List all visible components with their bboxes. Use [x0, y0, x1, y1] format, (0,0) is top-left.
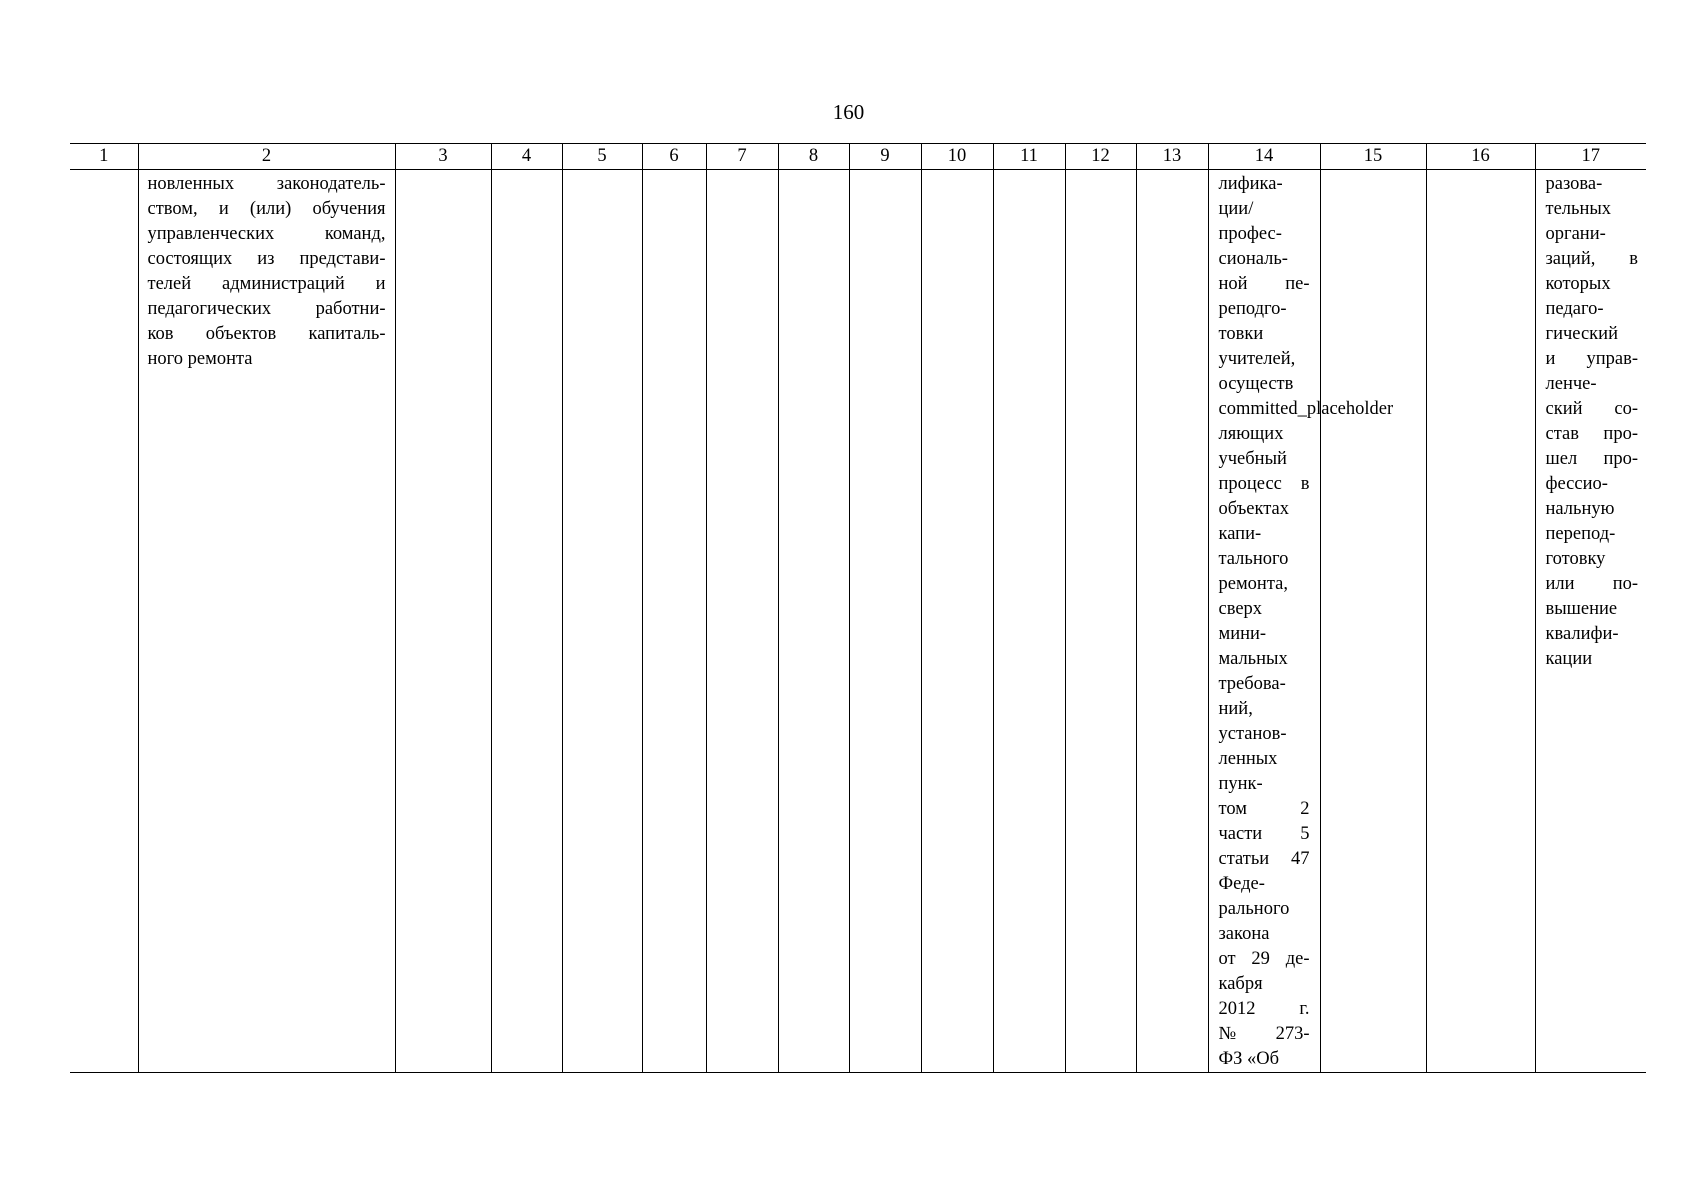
- cell-text-line: мини-: [1218, 624, 1267, 644]
- table-cell-col14: [1208, 170, 1394, 1073]
- cell-text-line: нальную: [1545, 499, 1615, 519]
- cell-text-line: 2012 г.: [1218, 999, 1310, 1019]
- table-cell-col3: [395, 170, 491, 1073]
- cell-text-line: процесс в: [1218, 474, 1310, 494]
- cell-text-line: статьи 47: [1218, 849, 1310, 869]
- cell-text-line: ляющих: [1218, 424, 1284, 444]
- table-cell-col4: [491, 170, 562, 1073]
- document-table: [70, 143, 1646, 1073]
- col14-text: [1209, 170, 1394, 1072]
- cell-text-line: органи-: [1545, 224, 1606, 244]
- cell-text-line: кабря: [1218, 974, 1263, 994]
- column-header: 13: [1136, 144, 1208, 170]
- cell-text-line: тельных: [1545, 199, 1612, 219]
- cell-text-line: заций, в: [1545, 249, 1638, 269]
- cell-text-line: ний,: [1218, 699, 1253, 719]
- cell-text-line: квалифи-: [1545, 624, 1619, 644]
- cell-text-line: сиональ-: [1218, 249, 1288, 269]
- table-cell-col1: [70, 170, 138, 1073]
- column-header: 2: [138, 144, 395, 170]
- cell-text-line: которых: [1545, 274, 1611, 294]
- column-header: 7: [706, 144, 778, 170]
- cell-text-line: осуществ: [1218, 374, 1294, 394]
- column-header: 1: [70, 144, 138, 170]
- table-cell-col16: [1426, 170, 1535, 1073]
- cell-text-line: объектах: [1218, 499, 1289, 519]
- cell-text-line: шел про-: [1545, 449, 1638, 469]
- table-cell-col17: [1535, 170, 1646, 1073]
- cell-text-line: новленных законодатель-: [147, 174, 386, 194]
- col2-text: [139, 170, 395, 372]
- cell-text-line: состоящих из представи-: [147, 249, 386, 269]
- column-header: 10: [921, 144, 993, 170]
- cell-text-line: учебный: [1218, 449, 1287, 469]
- table-cell-col8: [778, 170, 849, 1073]
- cell-text-line: committed_placeholder: [1218, 399, 1394, 419]
- cell-text-line: ством, и (или) обучения: [147, 199, 386, 219]
- column-header: 12: [1065, 144, 1136, 170]
- cell-text-line: перепод-: [1545, 524, 1616, 544]
- cell-text-line: гический: [1545, 324, 1618, 344]
- cell-text-line: кации: [1545, 649, 1593, 669]
- column-header: 9: [849, 144, 921, 170]
- table-cell-col12: [1065, 170, 1136, 1073]
- cell-text-line: учителей,: [1218, 349, 1296, 369]
- cell-text-line: сверх: [1218, 599, 1263, 619]
- cell-text-line: и управ-: [1545, 349, 1638, 369]
- cell-text-line: фессио-: [1545, 474, 1608, 494]
- cell-text-line: части 5: [1218, 824, 1310, 844]
- table-cell-col13: [1136, 170, 1208, 1073]
- cell-text-line: вышение: [1545, 599, 1618, 619]
- cell-text-line: педаго-: [1545, 299, 1604, 319]
- cell-text-line: управленческих команд,: [147, 224, 386, 244]
- column-header: 11: [993, 144, 1065, 170]
- table-cell-col5: [562, 170, 642, 1073]
- cell-text-line: установ-: [1218, 724, 1287, 744]
- table-cell-col15: [1320, 170, 1426, 1073]
- cell-text-line: ков объектов капиталь-: [147, 324, 386, 344]
- cell-text-line: телей администраций и: [147, 274, 386, 294]
- page-number: 160: [832, 100, 865, 124]
- cell-text-line: став про-: [1545, 424, 1638, 444]
- cell-text-line: № 273-: [1218, 1024, 1310, 1044]
- column-header: 8: [778, 144, 849, 170]
- cell-text-line: Феде-: [1218, 874, 1265, 894]
- cell-text-line: мальных: [1218, 649, 1288, 669]
- column-header: 16: [1426, 144, 1535, 170]
- cell-text-line: реподго-: [1218, 299, 1287, 319]
- cell-text-line: ФЗ «Об: [1218, 1049, 1280, 1069]
- table-cell-col7: [706, 170, 778, 1073]
- cell-text-line: тального: [1218, 549, 1289, 569]
- cell-text-line: от 29 де-: [1218, 949, 1310, 969]
- column-header: 6: [642, 144, 706, 170]
- cell-text-line: педагогических работни-: [147, 299, 386, 319]
- cell-text-line: том 2: [1218, 799, 1310, 819]
- cell-text-line: ленных: [1218, 749, 1278, 769]
- cell-text-line: профес-: [1218, 224, 1282, 244]
- cell-text-line: требова-: [1218, 674, 1286, 694]
- cell-text-line: товки: [1218, 324, 1264, 344]
- cell-text-line: лифика-: [1218, 174, 1283, 194]
- table-row: [70, 170, 1646, 1073]
- table-cell-col9: [849, 170, 921, 1073]
- table-cell-col6: [642, 170, 706, 1073]
- cell-text-line: ский со-: [1545, 399, 1638, 419]
- table-cell-col10: [921, 170, 993, 1073]
- column-header: 14: [1208, 144, 1320, 170]
- column-header: 17: [1535, 144, 1646, 170]
- cell-text-line: ной пе-: [1218, 274, 1310, 294]
- cell-text-line: ции/: [1218, 199, 1254, 219]
- col17-text: [1536, 170, 1647, 672]
- column-header: 15: [1320, 144, 1426, 170]
- cell-text-line: ного ремонта: [147, 349, 253, 369]
- cell-text-line: рального: [1218, 899, 1290, 919]
- column-header: 5: [562, 144, 642, 170]
- table-cell-col11: [993, 170, 1065, 1073]
- cell-text-line: разова-: [1545, 174, 1603, 194]
- cell-text-line: капи-: [1218, 524, 1262, 544]
- cell-text-line: ремонта,: [1218, 574, 1288, 594]
- cell-text-line: готовку: [1545, 549, 1606, 569]
- column-header: 3: [395, 144, 491, 170]
- cell-text-line: пунк-: [1218, 774, 1263, 794]
- cell-text-line: ленче-: [1545, 374, 1597, 394]
- cell-text-line: или по-: [1545, 574, 1638, 594]
- column-header: 4: [491, 144, 562, 170]
- cell-text-line: закона: [1218, 924, 1270, 944]
- table-cell-col2: [138, 170, 395, 1073]
- table-header-row: [70, 144, 1646, 170]
